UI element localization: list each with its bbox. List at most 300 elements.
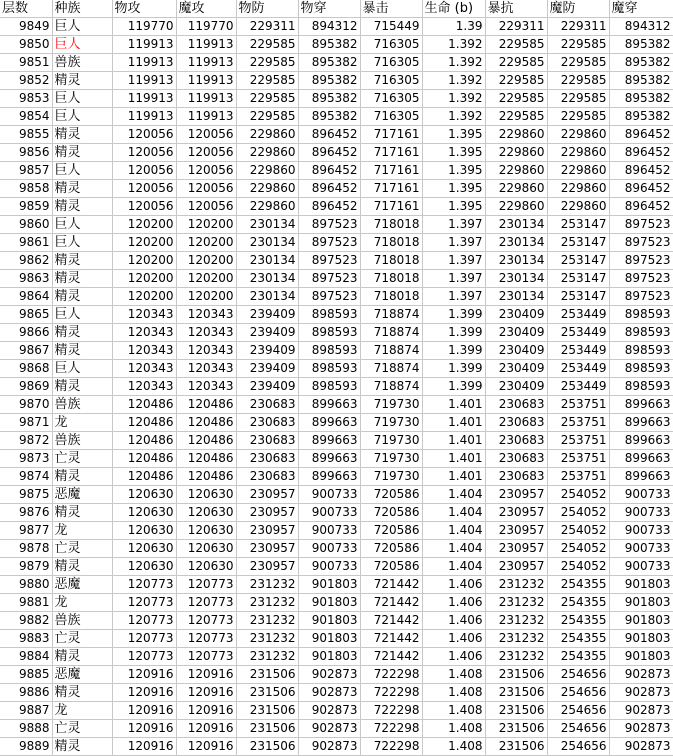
cell-hp[interactable]: 1.404 bbox=[422, 522, 485, 540]
cell-hp[interactable]: 1.404 bbox=[422, 540, 485, 558]
cell-crit[interactable]: 716305 bbox=[360, 54, 422, 72]
cell-race[interactable]: 精灵 bbox=[52, 504, 112, 522]
cell-mag-def[interactable]: 253147 bbox=[547, 252, 609, 270]
cell-crit-res[interactable]: 231232 bbox=[485, 576, 547, 594]
cell-floor[interactable]: 9878 bbox=[0, 540, 52, 558]
cell-phys-atk[interactable]: 120200 bbox=[112, 234, 176, 252]
cell-phys-atk[interactable]: 120630 bbox=[112, 558, 176, 576]
cell-phys-atk[interactable]: 120486 bbox=[112, 414, 176, 432]
cell-phys-def[interactable]: 231232 bbox=[236, 594, 298, 612]
cell-phys-atk[interactable]: 120916 bbox=[112, 666, 176, 684]
cell-mag-pen[interactable]: 899663 bbox=[609, 468, 673, 486]
cell-race[interactable]: 恶魔 bbox=[52, 486, 112, 504]
cell-floor[interactable]: 9873 bbox=[0, 450, 52, 468]
cell-mag-pen[interactable]: 901803 bbox=[609, 648, 673, 666]
cell-phys-def[interactable]: 229585 bbox=[236, 54, 298, 72]
cell-phys-pen[interactable]: 895382 bbox=[298, 54, 360, 72]
cell-mag-pen[interactable]: 900733 bbox=[609, 522, 673, 540]
cell-phys-def[interactable]: 239409 bbox=[236, 378, 298, 396]
cell-phys-atk[interactable]: 119913 bbox=[112, 54, 176, 72]
cell-crit[interactable]: 718874 bbox=[360, 324, 422, 342]
cell-crit[interactable]: 722298 bbox=[360, 738, 422, 756]
cell-crit-res[interactable]: 229860 bbox=[485, 126, 547, 144]
cell-floor[interactable]: 9881 bbox=[0, 594, 52, 612]
cell-crit[interactable]: 720586 bbox=[360, 540, 422, 558]
cell-crit-res[interactable]: 229585 bbox=[485, 36, 547, 54]
cell-crit-res[interactable]: 230409 bbox=[485, 306, 547, 324]
cell-hp[interactable]: 1.397 bbox=[422, 288, 485, 306]
cell-mag-atk[interactable]: 120773 bbox=[176, 612, 236, 630]
cell-phys-atk[interactable]: 120056 bbox=[112, 162, 176, 180]
cell-race[interactable]: 龙 bbox=[52, 522, 112, 540]
cell-crit-res[interactable]: 229311 bbox=[485, 18, 547, 36]
cell-phys-def[interactable]: 229585 bbox=[236, 90, 298, 108]
cell-phys-atk[interactable]: 119913 bbox=[112, 36, 176, 54]
cell-mag-atk[interactable]: 120630 bbox=[176, 522, 236, 540]
cell-crit[interactable]: 721442 bbox=[360, 576, 422, 594]
cell-phys-atk[interactable]: 120343 bbox=[112, 324, 176, 342]
cell-floor[interactable]: 9855 bbox=[0, 126, 52, 144]
cell-mag-atk[interactable]: 119913 bbox=[176, 108, 236, 126]
cell-phys-atk[interactable]: 119913 bbox=[112, 90, 176, 108]
cell-race[interactable]: 巨人 bbox=[52, 18, 112, 36]
header-phys-def[interactable]: 物防 bbox=[236, 0, 298, 18]
cell-floor[interactable]: 9883 bbox=[0, 630, 52, 648]
cell-hp[interactable]: 1.39 bbox=[422, 18, 485, 36]
cell-floor[interactable]: 9875 bbox=[0, 486, 52, 504]
cell-crit[interactable]: 718018 bbox=[360, 288, 422, 306]
cell-mag-def[interactable]: 229311 bbox=[547, 18, 609, 36]
cell-race[interactable]: 精灵 bbox=[52, 252, 112, 270]
cell-crit[interactable]: 715449 bbox=[360, 18, 422, 36]
cell-crit[interactable]: 716305 bbox=[360, 72, 422, 90]
cell-race[interactable]: 精灵 bbox=[52, 126, 112, 144]
cell-mag-pen[interactable]: 897523 bbox=[609, 270, 673, 288]
cell-floor[interactable]: 9884 bbox=[0, 648, 52, 666]
cell-phys-pen[interactable]: 899663 bbox=[298, 396, 360, 414]
cell-crit[interactable]: 719730 bbox=[360, 450, 422, 468]
cell-crit[interactable]: 722298 bbox=[360, 720, 422, 738]
cell-mag-pen[interactable]: 895382 bbox=[609, 72, 673, 90]
cell-mag-atk[interactable]: 120773 bbox=[176, 594, 236, 612]
cell-race[interactable]: 龙 bbox=[52, 702, 112, 720]
cell-crit[interactable]: 717161 bbox=[360, 198, 422, 216]
cell-phys-def[interactable]: 231506 bbox=[236, 738, 298, 756]
cell-mag-def[interactable]: 254355 bbox=[547, 648, 609, 666]
cell-mag-def[interactable]: 253147 bbox=[547, 216, 609, 234]
cell-floor[interactable]: 9868 bbox=[0, 360, 52, 378]
cell-phys-atk[interactable]: 120343 bbox=[112, 306, 176, 324]
cell-mag-def[interactable]: 254052 bbox=[547, 540, 609, 558]
cell-crit-res[interactable]: 231506 bbox=[485, 702, 547, 720]
cell-crit[interactable]: 722298 bbox=[360, 666, 422, 684]
cell-floor[interactable]: 9859 bbox=[0, 198, 52, 216]
cell-crit[interactable]: 717161 bbox=[360, 126, 422, 144]
cell-mag-atk[interactable]: 120056 bbox=[176, 126, 236, 144]
cell-phys-pen[interactable]: 894312 bbox=[298, 18, 360, 36]
cell-mag-pen[interactable]: 899663 bbox=[609, 450, 673, 468]
cell-crit-res[interactable]: 229860 bbox=[485, 198, 547, 216]
cell-floor[interactable]: 9870 bbox=[0, 396, 52, 414]
cell-crit-res[interactable]: 230957 bbox=[485, 486, 547, 504]
cell-crit-res[interactable]: 230957 bbox=[485, 558, 547, 576]
cell-phys-pen[interactable]: 899663 bbox=[298, 468, 360, 486]
cell-mag-pen[interactable]: 901803 bbox=[609, 612, 673, 630]
cell-phys-pen[interactable]: 897523 bbox=[298, 288, 360, 306]
cell-phys-pen[interactable]: 896452 bbox=[298, 144, 360, 162]
cell-crit-res[interactable]: 229860 bbox=[485, 162, 547, 180]
cell-race[interactable]: 兽族 bbox=[52, 396, 112, 414]
cell-mag-def[interactable]: 253449 bbox=[547, 306, 609, 324]
cell-hp[interactable]: 1.397 bbox=[422, 216, 485, 234]
cell-mag-pen[interactable]: 894312 bbox=[609, 18, 673, 36]
cell-race[interactable]: 兽族 bbox=[52, 432, 112, 450]
cell-crit[interactable]: 720586 bbox=[360, 486, 422, 504]
cell-phys-pen[interactable]: 902873 bbox=[298, 738, 360, 756]
cell-phys-atk[interactable]: 120486 bbox=[112, 468, 176, 486]
cell-mag-def[interactable]: 254656 bbox=[547, 666, 609, 684]
cell-crit-res[interactable]: 231232 bbox=[485, 630, 547, 648]
cell-mag-pen[interactable]: 896452 bbox=[609, 144, 673, 162]
cell-hp[interactable]: 1.408 bbox=[422, 684, 485, 702]
cell-mag-atk[interactable]: 120200 bbox=[176, 252, 236, 270]
cell-race[interactable]: 巨人 bbox=[52, 36, 112, 54]
cell-phys-atk[interactable]: 120773 bbox=[112, 594, 176, 612]
cell-crit-res[interactable]: 230683 bbox=[485, 432, 547, 450]
cell-mag-def[interactable]: 254656 bbox=[547, 738, 609, 756]
cell-crit-res[interactable]: 230957 bbox=[485, 522, 547, 540]
cell-phys-def[interactable]: 229585 bbox=[236, 108, 298, 126]
cell-race[interactable]: 精灵 bbox=[52, 288, 112, 306]
cell-phys-atk[interactable]: 120200 bbox=[112, 270, 176, 288]
cell-floor[interactable]: 9865 bbox=[0, 306, 52, 324]
cell-crit-res[interactable]: 229860 bbox=[485, 180, 547, 198]
cell-crit-res[interactable]: 229860 bbox=[485, 144, 547, 162]
cell-mag-def[interactable]: 253449 bbox=[547, 360, 609, 378]
cell-race[interactable]: 巨人 bbox=[52, 90, 112, 108]
cell-crit[interactable]: 718874 bbox=[360, 342, 422, 360]
cell-mag-def[interactable]: 254656 bbox=[547, 720, 609, 738]
cell-hp[interactable]: 1.395 bbox=[422, 162, 485, 180]
cell-floor[interactable]: 9860 bbox=[0, 216, 52, 234]
cell-mag-pen[interactable]: 897523 bbox=[609, 288, 673, 306]
cell-phys-pen[interactable]: 895382 bbox=[298, 108, 360, 126]
cell-hp[interactable]: 1.399 bbox=[422, 378, 485, 396]
cell-hp[interactable]: 1.392 bbox=[422, 90, 485, 108]
cell-phys-pen[interactable]: 898593 bbox=[298, 342, 360, 360]
cell-race[interactable]: 精灵 bbox=[52, 180, 112, 198]
cell-mag-atk[interactable]: 120056 bbox=[176, 144, 236, 162]
cell-race[interactable]: 龙 bbox=[52, 594, 112, 612]
cell-race[interactable]: 精灵 bbox=[52, 342, 112, 360]
cell-race[interactable]: 精灵 bbox=[52, 648, 112, 666]
cell-floor[interactable]: 9871 bbox=[0, 414, 52, 432]
cell-mag-atk[interactable]: 119913 bbox=[176, 54, 236, 72]
cell-crit[interactable]: 719730 bbox=[360, 396, 422, 414]
cell-mag-atk[interactable]: 120343 bbox=[176, 306, 236, 324]
cell-floor[interactable]: 9872 bbox=[0, 432, 52, 450]
cell-crit-res[interactable]: 230409 bbox=[485, 378, 547, 396]
cell-crit-res[interactable]: 229585 bbox=[485, 90, 547, 108]
cell-phys-pen[interactable]: 896452 bbox=[298, 162, 360, 180]
cell-mag-atk[interactable]: 120773 bbox=[176, 630, 236, 648]
cell-mag-pen[interactable]: 895382 bbox=[609, 36, 673, 54]
cell-mag-pen[interactable]: 898593 bbox=[609, 324, 673, 342]
cell-phys-pen[interactable]: 895382 bbox=[298, 72, 360, 90]
cell-race[interactable]: 兽族 bbox=[52, 612, 112, 630]
cell-crit[interactable]: 716305 bbox=[360, 90, 422, 108]
cell-crit[interactable]: 722298 bbox=[360, 684, 422, 702]
cell-race[interactable]: 精灵 bbox=[52, 324, 112, 342]
cell-crit-res[interactable]: 229585 bbox=[485, 54, 547, 72]
cell-race[interactable]: 兽族 bbox=[52, 54, 112, 72]
cell-crit-res[interactable]: 230409 bbox=[485, 342, 547, 360]
cell-phys-atk[interactable]: 120343 bbox=[112, 342, 176, 360]
cell-race[interactable]: 精灵 bbox=[52, 378, 112, 396]
cell-mag-def[interactable]: 253449 bbox=[547, 324, 609, 342]
cell-phys-atk[interactable]: 120200 bbox=[112, 252, 176, 270]
cell-hp[interactable]: 1.395 bbox=[422, 180, 485, 198]
cell-floor[interactable]: 9856 bbox=[0, 144, 52, 162]
cell-race[interactable]: 巨人 bbox=[52, 108, 112, 126]
cell-phys-pen[interactable]: 899663 bbox=[298, 450, 360, 468]
cell-crit-res[interactable]: 230409 bbox=[485, 324, 547, 342]
cell-mag-atk[interactable]: 120773 bbox=[176, 576, 236, 594]
cell-mag-def[interactable]: 229860 bbox=[547, 126, 609, 144]
cell-floor[interactable]: 9889 bbox=[0, 738, 52, 756]
cell-phys-atk[interactable]: 120773 bbox=[112, 612, 176, 630]
header-floor[interactable]: 层数 bbox=[0, 0, 52, 18]
cell-mag-def[interactable]: 229860 bbox=[547, 144, 609, 162]
cell-mag-def[interactable]: 229585 bbox=[547, 72, 609, 90]
cell-mag-pen[interactable]: 902873 bbox=[609, 738, 673, 756]
cell-hp[interactable]: 1.392 bbox=[422, 72, 485, 90]
cell-phys-atk[interactable]: 120056 bbox=[112, 144, 176, 162]
cell-mag-def[interactable]: 254052 bbox=[547, 486, 609, 504]
cell-mag-pen[interactable]: 900733 bbox=[609, 486, 673, 504]
cell-floor[interactable]: 9863 bbox=[0, 270, 52, 288]
cell-mag-atk[interactable]: 119770 bbox=[176, 18, 236, 36]
cell-mag-pen[interactable]: 897523 bbox=[609, 234, 673, 252]
cell-hp[interactable]: 1.404 bbox=[422, 504, 485, 522]
cell-mag-pen[interactable]: 899663 bbox=[609, 396, 673, 414]
cell-mag-pen[interactable]: 900733 bbox=[609, 504, 673, 522]
cell-phys-def[interactable]: 231232 bbox=[236, 630, 298, 648]
cell-mag-atk[interactable]: 120200 bbox=[176, 216, 236, 234]
cell-floor[interactable]: 9852 bbox=[0, 72, 52, 90]
cell-mag-atk[interactable]: 120773 bbox=[176, 648, 236, 666]
cell-mag-pen[interactable]: 898593 bbox=[609, 360, 673, 378]
cell-phys-pen[interactable]: 902873 bbox=[298, 666, 360, 684]
cell-phys-def[interactable]: 230683 bbox=[236, 414, 298, 432]
cell-floor[interactable]: 9877 bbox=[0, 522, 52, 540]
cell-crit-res[interactable]: 230683 bbox=[485, 414, 547, 432]
cell-hp[interactable]: 1.406 bbox=[422, 594, 485, 612]
cell-mag-def[interactable]: 253147 bbox=[547, 288, 609, 306]
cell-mag-atk[interactable]: 120630 bbox=[176, 540, 236, 558]
cell-mag-def[interactable]: 253449 bbox=[547, 342, 609, 360]
cell-mag-atk[interactable]: 120200 bbox=[176, 288, 236, 306]
cell-phys-def[interactable]: 231232 bbox=[236, 576, 298, 594]
cell-phys-atk[interactable]: 120343 bbox=[112, 360, 176, 378]
cell-phys-atk[interactable]: 119913 bbox=[112, 72, 176, 90]
cell-mag-def[interactable]: 254052 bbox=[547, 558, 609, 576]
cell-phys-atk[interactable]: 120343 bbox=[112, 378, 176, 396]
cell-phys-def[interactable]: 230957 bbox=[236, 540, 298, 558]
cell-phys-def[interactable]: 229860 bbox=[236, 162, 298, 180]
cell-hp[interactable]: 1.399 bbox=[422, 360, 485, 378]
cell-floor[interactable]: 9862 bbox=[0, 252, 52, 270]
header-mag-atk[interactable]: 魔攻 bbox=[176, 0, 236, 18]
cell-mag-atk[interactable]: 120486 bbox=[176, 432, 236, 450]
cell-mag-def[interactable]: 229585 bbox=[547, 36, 609, 54]
cell-mag-pen[interactable]: 898593 bbox=[609, 342, 673, 360]
cell-crit-res[interactable]: 230134 bbox=[485, 288, 547, 306]
cell-mag-pen[interactable]: 895382 bbox=[609, 90, 673, 108]
cell-phys-atk[interactable]: 120486 bbox=[112, 450, 176, 468]
cell-floor[interactable]: 9888 bbox=[0, 720, 52, 738]
cell-floor[interactable]: 9866 bbox=[0, 324, 52, 342]
cell-crit[interactable]: 718874 bbox=[360, 306, 422, 324]
cell-mag-pen[interactable]: 896452 bbox=[609, 126, 673, 144]
cell-crit-res[interactable]: 230957 bbox=[485, 540, 547, 558]
cell-phys-def[interactable]: 230134 bbox=[236, 216, 298, 234]
cell-phys-atk[interactable]: 120773 bbox=[112, 630, 176, 648]
cell-phys-def[interactable]: 231232 bbox=[236, 612, 298, 630]
cell-phys-pen[interactable]: 901803 bbox=[298, 630, 360, 648]
cell-hp[interactable]: 1.401 bbox=[422, 468, 485, 486]
cell-mag-pen[interactable]: 902873 bbox=[609, 666, 673, 684]
cell-mag-pen[interactable]: 896452 bbox=[609, 180, 673, 198]
cell-floor[interactable]: 9874 bbox=[0, 468, 52, 486]
cell-phys-atk[interactable]: 120630 bbox=[112, 522, 176, 540]
cell-floor[interactable]: 9854 bbox=[0, 108, 52, 126]
cell-hp[interactable]: 1.401 bbox=[422, 432, 485, 450]
cell-floor[interactable]: 9857 bbox=[0, 162, 52, 180]
header-mag-def[interactable]: 魔防 bbox=[547, 0, 609, 18]
cell-phys-atk[interactable]: 120916 bbox=[112, 702, 176, 720]
cell-phys-pen[interactable]: 895382 bbox=[298, 90, 360, 108]
cell-mag-atk[interactable]: 120200 bbox=[176, 270, 236, 288]
cell-phys-atk[interactable]: 120200 bbox=[112, 216, 176, 234]
cell-phys-atk[interactable]: 120200 bbox=[112, 288, 176, 306]
cell-phys-atk[interactable]: 120916 bbox=[112, 720, 176, 738]
cell-race[interactable]: 巨人 bbox=[52, 162, 112, 180]
cell-crit[interactable]: 720586 bbox=[360, 522, 422, 540]
cell-floor[interactable]: 9850 bbox=[0, 36, 52, 54]
cell-floor[interactable]: 9876 bbox=[0, 504, 52, 522]
cell-mag-atk[interactable]: 120056 bbox=[176, 198, 236, 216]
cell-mag-atk[interactable]: 120916 bbox=[176, 738, 236, 756]
cell-phys-atk[interactable]: 120916 bbox=[112, 738, 176, 756]
cell-floor[interactable]: 9858 bbox=[0, 180, 52, 198]
cell-hp[interactable]: 1.395 bbox=[422, 144, 485, 162]
cell-mag-pen[interactable]: 901803 bbox=[609, 576, 673, 594]
cell-phys-def[interactable]: 239409 bbox=[236, 306, 298, 324]
cell-phys-def[interactable]: 229860 bbox=[236, 198, 298, 216]
cell-hp[interactable]: 1.408 bbox=[422, 702, 485, 720]
cell-phys-atk[interactable]: 119913 bbox=[112, 108, 176, 126]
cell-crit-res[interactable]: 231506 bbox=[485, 684, 547, 702]
cell-phys-def[interactable]: 230957 bbox=[236, 486, 298, 504]
cell-phys-pen[interactable]: 900733 bbox=[298, 522, 360, 540]
cell-hp[interactable]: 1.395 bbox=[422, 198, 485, 216]
cell-mag-def[interactable]: 253449 bbox=[547, 378, 609, 396]
cell-mag-def[interactable]: 254355 bbox=[547, 576, 609, 594]
cell-phys-def[interactable]: 239409 bbox=[236, 324, 298, 342]
cell-mag-pen[interactable]: 902873 bbox=[609, 702, 673, 720]
cell-mag-pen[interactable]: 901803 bbox=[609, 630, 673, 648]
cell-crit-res[interactable]: 231506 bbox=[485, 720, 547, 738]
cell-phys-def[interactable]: 231506 bbox=[236, 684, 298, 702]
header-phys-atk[interactable]: 物攻 bbox=[112, 0, 176, 18]
cell-mag-atk[interactable]: 120630 bbox=[176, 486, 236, 504]
cell-crit[interactable]: 717161 bbox=[360, 144, 422, 162]
cell-phys-pen[interactable]: 898593 bbox=[298, 378, 360, 396]
cell-phys-def[interactable]: 230134 bbox=[236, 252, 298, 270]
cell-mag-atk[interactable]: 120200 bbox=[176, 234, 236, 252]
cell-crit[interactable]: 716305 bbox=[360, 36, 422, 54]
cell-phys-pen[interactable]: 900733 bbox=[298, 504, 360, 522]
cell-hp[interactable]: 1.404 bbox=[422, 486, 485, 504]
cell-mag-def[interactable]: 229585 bbox=[547, 54, 609, 72]
cell-crit[interactable]: 717161 bbox=[360, 180, 422, 198]
cell-phys-atk[interactable]: 120630 bbox=[112, 486, 176, 504]
cell-race[interactable]: 精灵 bbox=[52, 198, 112, 216]
cell-phys-def[interactable]: 231506 bbox=[236, 720, 298, 738]
cell-crit-res[interactable]: 230683 bbox=[485, 450, 547, 468]
header-phys-pen[interactable]: 物穿 bbox=[298, 0, 360, 18]
cell-hp[interactable]: 1.408 bbox=[422, 738, 485, 756]
cell-floor[interactable]: 9861 bbox=[0, 234, 52, 252]
cell-mag-atk[interactable]: 120056 bbox=[176, 180, 236, 198]
cell-phys-pen[interactable]: 900733 bbox=[298, 540, 360, 558]
cell-crit-res[interactable]: 230957 bbox=[485, 504, 547, 522]
cell-mag-def[interactable]: 254355 bbox=[547, 612, 609, 630]
cell-mag-def[interactable]: 254656 bbox=[547, 702, 609, 720]
cell-floor[interactable]: 9882 bbox=[0, 612, 52, 630]
cell-crit-res[interactable]: 230409 bbox=[485, 360, 547, 378]
cell-phys-def[interactable]: 230683 bbox=[236, 432, 298, 450]
cell-mag-pen[interactable]: 902873 bbox=[609, 684, 673, 702]
cell-phys-def[interactable]: 229585 bbox=[236, 72, 298, 90]
cell-mag-pen[interactable]: 898593 bbox=[609, 378, 673, 396]
cell-mag-atk[interactable]: 120916 bbox=[176, 684, 236, 702]
cell-mag-def[interactable]: 253751 bbox=[547, 432, 609, 450]
cell-phys-atk[interactable]: 120056 bbox=[112, 180, 176, 198]
cell-phys-pen[interactable]: 897523 bbox=[298, 234, 360, 252]
cell-crit-res[interactable]: 231232 bbox=[485, 594, 547, 612]
cell-crit-res[interactable]: 231506 bbox=[485, 738, 547, 756]
cell-hp[interactable]: 1.392 bbox=[422, 108, 485, 126]
cell-phys-def[interactable]: 231232 bbox=[236, 648, 298, 666]
cell-race[interactable]: 亡灵 bbox=[52, 720, 112, 738]
cell-floor[interactable]: 9886 bbox=[0, 684, 52, 702]
cell-floor[interactable]: 9880 bbox=[0, 576, 52, 594]
cell-hp[interactable]: 1.392 bbox=[422, 54, 485, 72]
cell-crit-res[interactable]: 230683 bbox=[485, 396, 547, 414]
cell-crit[interactable]: 719730 bbox=[360, 414, 422, 432]
header-crit-res[interactable]: 暴抗 bbox=[485, 0, 547, 18]
cell-phys-atk[interactable]: 120916 bbox=[112, 684, 176, 702]
cell-mag-atk[interactable]: 119913 bbox=[176, 90, 236, 108]
cell-phys-def[interactable]: 230683 bbox=[236, 450, 298, 468]
cell-phys-pen[interactable]: 902873 bbox=[298, 702, 360, 720]
cell-mag-atk[interactable]: 120486 bbox=[176, 468, 236, 486]
cell-phys-def[interactable]: 230957 bbox=[236, 558, 298, 576]
cell-mag-def[interactable]: 253751 bbox=[547, 468, 609, 486]
cell-mag-def[interactable]: 254355 bbox=[547, 630, 609, 648]
